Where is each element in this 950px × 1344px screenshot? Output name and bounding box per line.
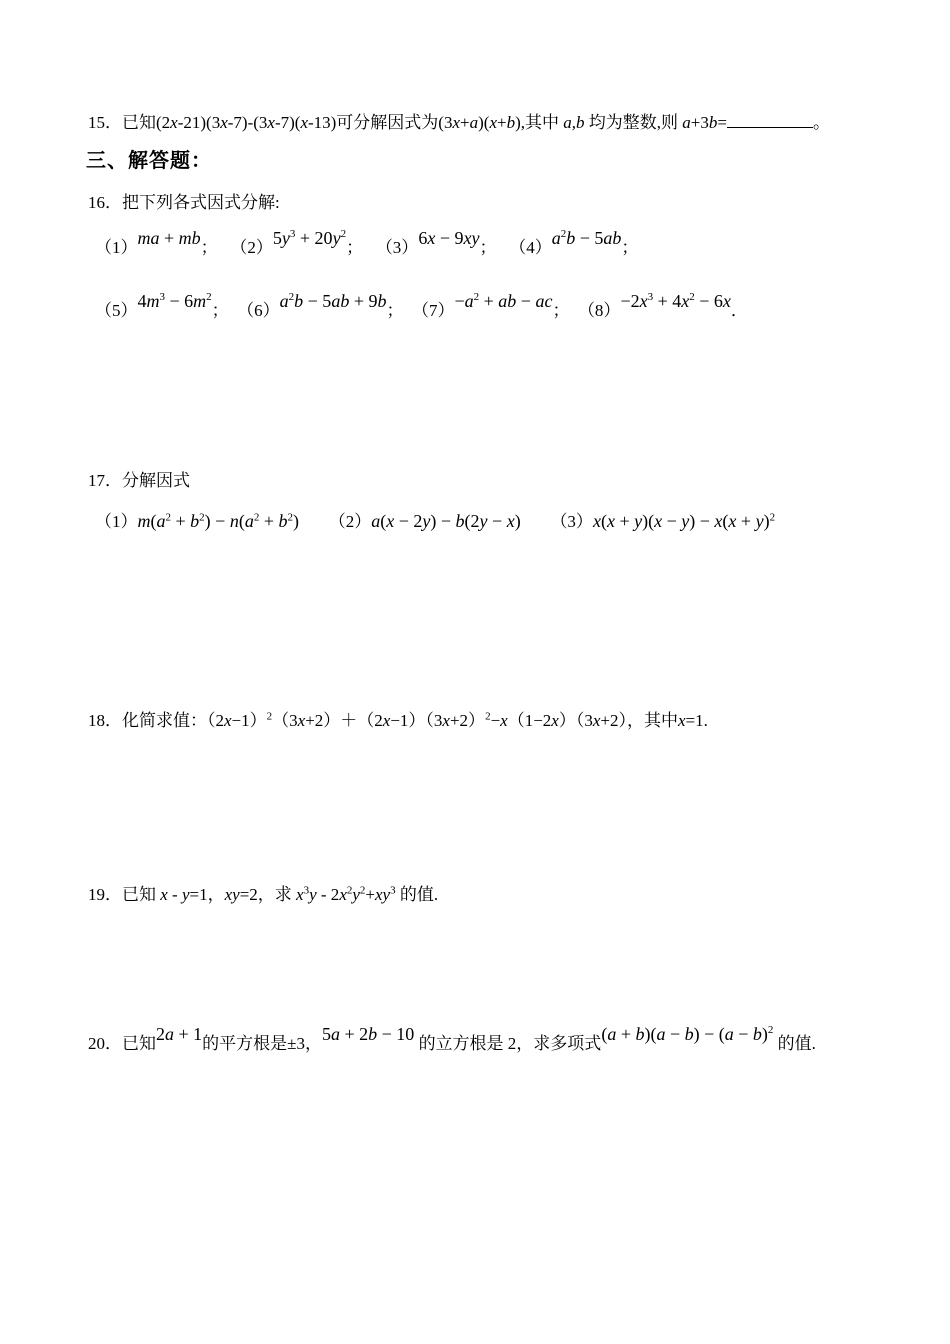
question-16-parts-row1 xyxy=(95,228,639,263)
text-segment: x xyxy=(654,511,663,531)
text-segment: − xyxy=(733,1024,753,1044)
text-segment: 2 xyxy=(485,710,491,723)
text-segment: （2） xyxy=(230,238,273,257)
text-segment: （3） xyxy=(550,512,593,531)
text-segment: =1. xyxy=(685,711,708,730)
text-segment: + xyxy=(616,1024,636,1044)
text-segment: − 10 xyxy=(377,1024,415,1044)
text-segment: a xyxy=(244,511,254,531)
text-segment: )( xyxy=(644,1024,657,1044)
text-segment: − 5 xyxy=(303,291,332,311)
text-segment: x xyxy=(220,113,228,132)
text-segment: − xyxy=(662,511,682,531)
text-segment: + 2 xyxy=(340,1024,369,1044)
text-segment: 17．分解因式 xyxy=(88,471,190,490)
question-17-title xyxy=(88,466,190,496)
question-19 xyxy=(88,880,438,910)
text-segment: a xyxy=(371,511,381,531)
text-segment xyxy=(299,512,329,531)
text-segment: y xyxy=(309,885,317,904)
text-segment: x xyxy=(427,228,436,248)
text-segment: 2 xyxy=(199,511,205,524)
text-segment: 均为整数,则 xyxy=(584,113,683,132)
text-segment: 2 xyxy=(340,228,347,241)
text-segment: （8） xyxy=(577,301,621,320)
text-segment: ( xyxy=(601,1024,608,1044)
text-segment: = xyxy=(717,113,727,132)
text-segment: 3 xyxy=(159,291,165,304)
text-segment: − xyxy=(454,291,465,311)
text-segment: + 4 xyxy=(653,291,682,311)
text-segment: b xyxy=(190,511,200,531)
text-segment: a xyxy=(551,228,561,248)
text-segment: a xyxy=(469,113,479,132)
text-segment: + xyxy=(365,885,375,904)
text-segment: 2 xyxy=(253,511,260,524)
text-segment: ) − xyxy=(689,511,715,531)
text-segment: ； xyxy=(386,301,412,320)
text-segment: （3 xyxy=(272,711,298,730)
text-segment: ． xyxy=(730,301,748,320)
text-segment: 2 xyxy=(287,511,293,524)
text-segment: + xyxy=(736,511,756,531)
text-segment: 3 xyxy=(647,291,654,304)
text-segment: x xyxy=(592,711,601,730)
text-segment: a,b xyxy=(563,113,585,132)
text-segment: )( xyxy=(642,511,655,531)
text-segment: − xyxy=(665,1024,685,1044)
text-segment: − 6 xyxy=(165,291,194,311)
text-segment: （1−2 xyxy=(507,711,552,730)
text-segment: 的值. xyxy=(395,885,439,904)
text-segment: x xyxy=(606,511,615,531)
text-segment: − 5 xyxy=(575,228,604,248)
text-segment: x xyxy=(300,113,308,132)
text-segment: 4 xyxy=(137,291,147,311)
text-segment: m xyxy=(137,511,151,531)
text-segment: - 2 xyxy=(316,885,340,904)
text-segment: a xyxy=(656,1024,666,1044)
text-segment: x xyxy=(677,711,686,730)
text-segment: +2） xyxy=(449,711,486,730)
text-segment: ) xyxy=(761,1024,768,1044)
text-segment: 20．已知 xyxy=(88,1034,156,1053)
text-segment: − 6 xyxy=(694,291,723,311)
text-segment: y xyxy=(181,885,190,904)
text-segment: x xyxy=(681,291,690,311)
text-segment: b xyxy=(752,1024,762,1044)
text-segment: x xyxy=(452,113,461,132)
text-segment: ) xyxy=(763,511,770,531)
blank-underline xyxy=(727,109,813,128)
text-segment: 2 xyxy=(206,291,212,304)
text-segment: 6 xyxy=(418,228,428,248)
text-segment: b xyxy=(566,228,576,248)
text-segment: ) xyxy=(514,511,521,531)
text-segment: ； xyxy=(200,238,231,257)
text-segment: ）（3 xyxy=(558,711,593,730)
text-segment: x xyxy=(442,711,450,730)
text-segment: y xyxy=(332,228,341,248)
text-segment: 2 xyxy=(288,291,295,304)
text-segment: x xyxy=(160,885,168,904)
text-segment: y xyxy=(352,885,360,904)
text-segment: （2） xyxy=(328,512,372,531)
text-segment: + xyxy=(614,511,635,531)
text-segment: ma xyxy=(137,228,160,248)
text-segment: b xyxy=(368,1024,378,1044)
text-segment: 的值. xyxy=(773,1034,816,1053)
text-segment: 2 xyxy=(165,511,171,524)
text-segment: （7） xyxy=(411,301,455,320)
text-segment: -13)可分解因式为(3 xyxy=(307,113,453,132)
text-segment: ； xyxy=(346,238,376,257)
text-segment: ) − ( xyxy=(693,1024,725,1044)
question-16-parts-row2 xyxy=(95,291,748,326)
text-segment: ； xyxy=(479,238,510,257)
text-segment: + xyxy=(479,291,499,311)
text-segment: m xyxy=(146,291,160,311)
text-segment: 的立方根是 2，求多项式 xyxy=(414,1034,602,1053)
text-segment: 3 xyxy=(289,228,296,241)
text-segment: x xyxy=(339,885,347,904)
text-segment: （4） xyxy=(509,238,552,257)
text-segment: b xyxy=(278,511,288,531)
text-segment: x xyxy=(551,711,559,730)
question-16-title xyxy=(88,188,280,218)
question-20 xyxy=(88,1024,816,1059)
text-segment: ) − xyxy=(204,511,230,531)
text-segment: xy xyxy=(224,885,240,904)
text-segment: x xyxy=(382,711,391,730)
text-segment: ab xyxy=(498,291,517,311)
text-segment: y xyxy=(681,511,690,531)
text-segment: x xyxy=(297,711,306,730)
text-segment: x xyxy=(267,113,275,132)
question-17-parts xyxy=(95,506,775,537)
text-segment: x xyxy=(489,113,497,132)
text-segment: -7)-(3 xyxy=(227,113,268,132)
text-segment: =2，求 xyxy=(239,885,297,904)
text-segment: 19．已知 xyxy=(88,885,161,904)
text-segment: b xyxy=(635,1024,645,1044)
text-segment: y xyxy=(281,228,290,248)
text-segment: (2 xyxy=(464,511,480,531)
text-segment: −2 xyxy=(620,291,640,311)
text-segment: xy xyxy=(463,228,480,248)
text-segment: x xyxy=(224,711,232,730)
text-segment: a xyxy=(165,1024,174,1044)
text-segment xyxy=(521,512,551,531)
text-segment: + 9 xyxy=(349,291,378,311)
text-segment: + xyxy=(460,113,470,132)
text-segment: ； xyxy=(552,301,578,320)
text-segment: x xyxy=(722,291,731,311)
text-segment: （3） xyxy=(375,238,419,257)
text-segment: ( xyxy=(238,511,245,531)
text-segment: y xyxy=(755,511,764,531)
text-segment: − xyxy=(490,711,501,730)
text-segment: 18．化简求值：（2 xyxy=(88,711,224,730)
text-segment: b xyxy=(455,511,465,531)
text-segment: a xyxy=(682,113,691,132)
text-segment: 5 xyxy=(272,228,282,248)
text-segment: − 2 xyxy=(394,511,423,531)
text-segment: ( xyxy=(722,511,729,531)
text-segment: =1， xyxy=(189,885,225,904)
text-segment: 3 xyxy=(390,884,396,897)
text-segment: − xyxy=(487,511,507,531)
text-segment: x xyxy=(639,291,648,311)
text-segment: ac xyxy=(535,291,553,311)
text-segment: 2 xyxy=(767,1024,774,1037)
text-segment: 2 xyxy=(359,884,366,897)
text-segment: x xyxy=(386,511,395,531)
text-segment: ； xyxy=(621,238,639,257)
text-segment: y xyxy=(634,511,643,531)
text-segment: 3 xyxy=(303,884,310,897)
text-segment: x xyxy=(714,511,723,531)
text-segment: y xyxy=(479,511,488,531)
text-segment: ) − xyxy=(430,511,456,531)
text-segment: （1） xyxy=(95,238,138,257)
text-segment: 2 xyxy=(560,228,567,241)
text-segment: a xyxy=(607,1024,617,1044)
text-segment: 16．把下列各式因式分解: xyxy=(88,193,280,212)
text-segment: （5） xyxy=(95,301,138,320)
text-segment: m xyxy=(193,291,207,311)
question-15 xyxy=(88,108,830,138)
text-segment: x xyxy=(506,511,515,531)
text-segment: a xyxy=(279,291,289,311)
text-segment: 5 xyxy=(322,1024,331,1044)
text-segment: ),其中 xyxy=(515,113,564,132)
section-heading: 三、解答题： xyxy=(86,150,212,172)
text-segment: 的平方根是±3， xyxy=(202,1034,322,1053)
text-segment: -21)(3 xyxy=(177,113,221,132)
text-segment: a xyxy=(464,291,474,311)
text-segment: （1） xyxy=(95,512,138,531)
text-segment: n xyxy=(229,511,239,531)
text-segment: +2）＋（2 xyxy=(305,711,383,730)
text-segment: + 20 xyxy=(295,228,333,248)
text-segment: 2 xyxy=(156,1024,165,1044)
text-segment: 2 xyxy=(266,710,273,723)
text-segment: a xyxy=(156,511,166,531)
text-segment: ) xyxy=(292,511,299,531)
text-segment: b xyxy=(294,291,304,311)
text-segment: −1） xyxy=(231,711,267,730)
text-segment: + xyxy=(496,113,507,132)
text-segment: x xyxy=(500,711,508,730)
text-segment: ( xyxy=(600,511,607,531)
text-segment: ( xyxy=(150,511,157,531)
text-segment: x xyxy=(592,511,601,531)
text-segment: y xyxy=(422,511,431,531)
text-segment: 。 xyxy=(812,113,830,132)
text-segment: - xyxy=(167,885,182,904)
text-segment: +2），其中 xyxy=(600,711,678,730)
text-segment: + 1 xyxy=(174,1024,203,1044)
text-segment: +3 xyxy=(690,113,709,132)
text-segment: − xyxy=(516,291,536,311)
text-segment: ( xyxy=(380,511,387,531)
text-segment: )( xyxy=(478,113,490,132)
text-segment: 15．已知(2 xyxy=(88,113,171,132)
text-segment: b xyxy=(684,1024,694,1044)
text-segment: -7)( xyxy=(274,113,301,132)
text-segment: x xyxy=(296,885,304,904)
text-segment: x xyxy=(728,511,737,531)
text-segment: − 9 xyxy=(435,228,464,248)
text-segment: b xyxy=(506,113,516,132)
text-segment: −1）（3 xyxy=(390,711,443,730)
text-segment: + xyxy=(259,511,279,531)
text-segment: mb xyxy=(178,228,201,248)
text-segment: 2 xyxy=(473,291,480,304)
question-18 xyxy=(88,706,708,736)
text-segment: + xyxy=(159,228,179,248)
text-segment: 2 xyxy=(346,884,353,897)
text-segment: a xyxy=(331,1024,340,1044)
text-segment: b xyxy=(377,291,387,311)
text-segment: 2 xyxy=(689,291,695,304)
text-segment: ab xyxy=(331,291,350,311)
text-segment: 2 xyxy=(769,511,776,524)
text-segment: ab xyxy=(603,228,622,248)
text-segment: xy xyxy=(375,885,391,904)
text-segment: + xyxy=(171,511,191,531)
text-segment: （6） xyxy=(237,301,280,320)
text-segment: x xyxy=(170,113,178,132)
text-segment: a xyxy=(724,1024,734,1044)
text-segment: b xyxy=(708,113,718,132)
text-segment: ； xyxy=(211,301,238,320)
